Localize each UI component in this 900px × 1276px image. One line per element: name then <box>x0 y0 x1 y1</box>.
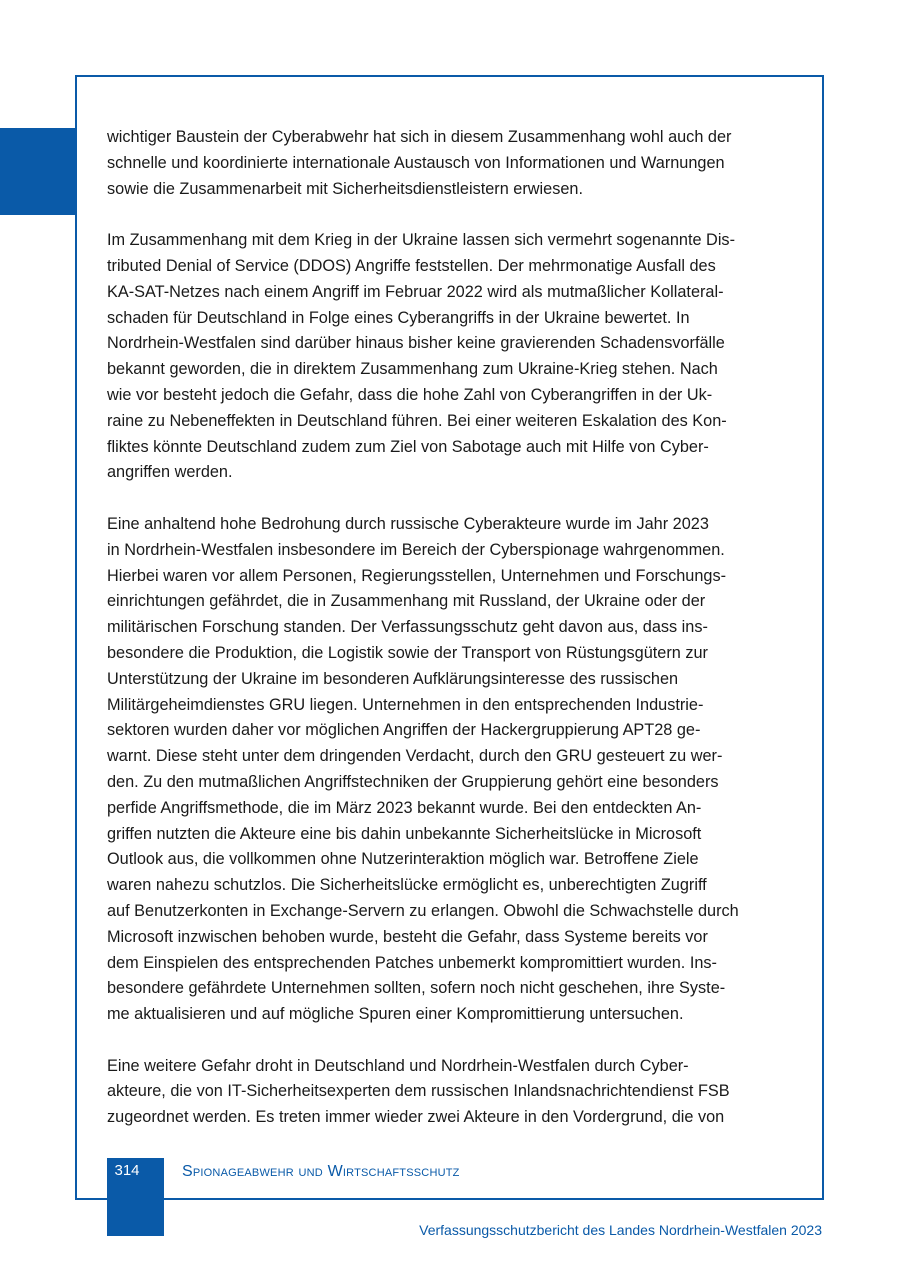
text-line: warnt. Diese steht unter dem dringenden Verdacht, durch den GRU gesteuert zu wer- <box>107 747 723 766</box>
text-line: Microsoft inzwischen behoben wurde, besteht die Gefahr, dass Systeme bereits vor <box>107 927 708 946</box>
text-line: bekannt geworden, die in direktem Zusammenhang zum Ukraine-Krieg stehen. Nach <box>107 360 718 379</box>
text-line: wichtiger Baustein der Cyberabwehr hat sich in diesem Zusammenhang wohl auch der <box>107 128 732 146</box>
text-line: raine zu Nebeneffekten in Deutschland führen. Bei einer weiteren Eskalation des Kon- <box>107 411 727 430</box>
paragraph-3 <box>107 512 807 1028</box>
text-line: Unterstützung der Ukraine im besonderen Aufklärungsinteresse des russischen <box>107 669 679 688</box>
text-line: Im Zusammenhang mit dem Krieg in der Ukraine lassen sich vermehrt sogenannte Dis- <box>107 231 735 250</box>
text-line: auf Benutzerkonten in Exchange-Servern zu erlangen. Obwohl die Schwachstelle durch <box>107 901 739 920</box>
text-line: Militärgeheimdienstes GRU liegen. Unternehmen in den entsprechenden Industrie- <box>107 695 704 714</box>
body-text <box>107 125 807 1157</box>
text-line: sektoren wurden daher vor möglichen Angriffen der Hackergruppierung APT28 ge- <box>107 721 701 740</box>
page-number: 314 <box>114 1162 140 1179</box>
text-line: fliktes könnte Deutschland zudem zum Ziel von Sabotage auch mit Hilfe von Cyber- <box>107 437 709 456</box>
text-line: Eine weitere Gefahr droht in Deutschland und Nordrhein-Westfalen durch Cyber- <box>107 1056 689 1075</box>
text-line: schaden für Deutschland in Folge eines Cyberangriffs in der Ukraine bewertet. In <box>107 308 690 327</box>
text-line: schnelle und koordinierte internationale Austausch von Informationen und Warnungen <box>107 153 725 172</box>
page-number-box <box>107 1158 164 1236</box>
text-line: akteure, die von IT-Sicherheitsexperten dem russischen Inlandsnachrichtendienst FSB <box>107 1082 730 1101</box>
text-line: zugeordnet werden. Es treten immer wieder zwei Akteure in den Vordergrund, die von <box>107 1108 725 1127</box>
text-line: besondere gefährdete Unternehmen sollten, sofern noch nicht geschehen, ihre Syste- <box>107 979 726 998</box>
text-line: Outlook aus, die vollkommen ohne Nutzerinteraktion möglich war. Betroffene Ziele <box>107 850 699 869</box>
section-title: Spionageabwehr und Wirtschaftsschutz <box>182 1163 460 1180</box>
text-line: sowie die Zusammenarbeit mit Sicherheitsdienstleistern erwiesen. <box>107 179 583 198</box>
paragraph-1 <box>107 125 807 202</box>
text-line: besondere die Produktion, die Logistik sowie der Transport von Rüstungsgütern zur <box>107 643 708 662</box>
text-line: tributed Denial of Service (DDOS) Angriffe feststellen. Der mehrmonatige Ausfall des <box>107 256 716 275</box>
text-line: den. Zu den mutmaßlichen Angriffstechniken der Gruppierung gehört eine besonders <box>107 772 719 791</box>
text-line: Hierbei waren vor allem Personen, Regierungsstellen, Unternehmen und Forschungs- <box>107 566 727 585</box>
text-line: militärischen Forschung standen. Der Verfassungsschutz geht davon aus, dass ins- <box>107 618 708 637</box>
text-line: angriffen werden. <box>107 463 233 482</box>
text-line: einrichtungen gefährdet, die in Zusammenhang mit Russland, der Ukraine oder der <box>107 592 706 611</box>
chapter-side-tab <box>0 128 76 215</box>
paragraph-2 <box>107 228 807 486</box>
text-line: Nordrhein-Westfalen sind darüber hinaus bisher keine gravierenden Schadensvorfälle <box>107 334 725 353</box>
text-line: Eine anhaltend hohe Bedrohung durch russische Cyberakteure wurde im Jahr 2023 <box>107 514 709 533</box>
text-line: KA-SAT-Netzes nach einem Angriff im Februar 2022 wird als mutmaßlicher Kollateral- <box>107 282 724 301</box>
text-line: in Nordrhein-Westfalen insbesondere im Bereich der Cyberspionage wahrgenommen. <box>107 540 725 559</box>
text-line: me aktualisieren und auf mögliche Spuren einer Kompromittierung untersuchen. <box>107 1005 684 1024</box>
text-line: dem Einspielen des entsprechenden Patches unbemerkt kompromittiert wurden. Ins- <box>107 953 717 972</box>
text-line: waren nahezu schutzlos. Die Sicherheitslücke ermöglicht es, unberechtigten Zugriff <box>107 876 707 895</box>
paragraph-4 <box>107 1054 807 1131</box>
text-line: perfide Angriffsmethode, die im März 2023 bekannt wurde. Bei den entdeckten An- <box>107 798 702 817</box>
report-title: Verfassungsschutzbericht des Landes Nordrhein-Westfalen 2023 <box>419 1222 822 1238</box>
text-line: wie vor besteht jedoch die Gefahr, dass die hohe Zahl von Cyberangriffen in der Uk- <box>107 385 713 404</box>
text-line: griffen nutzten die Akteure eine bis dahin unbekannte Sicherheitslücke in Microsoft <box>107 824 702 843</box>
